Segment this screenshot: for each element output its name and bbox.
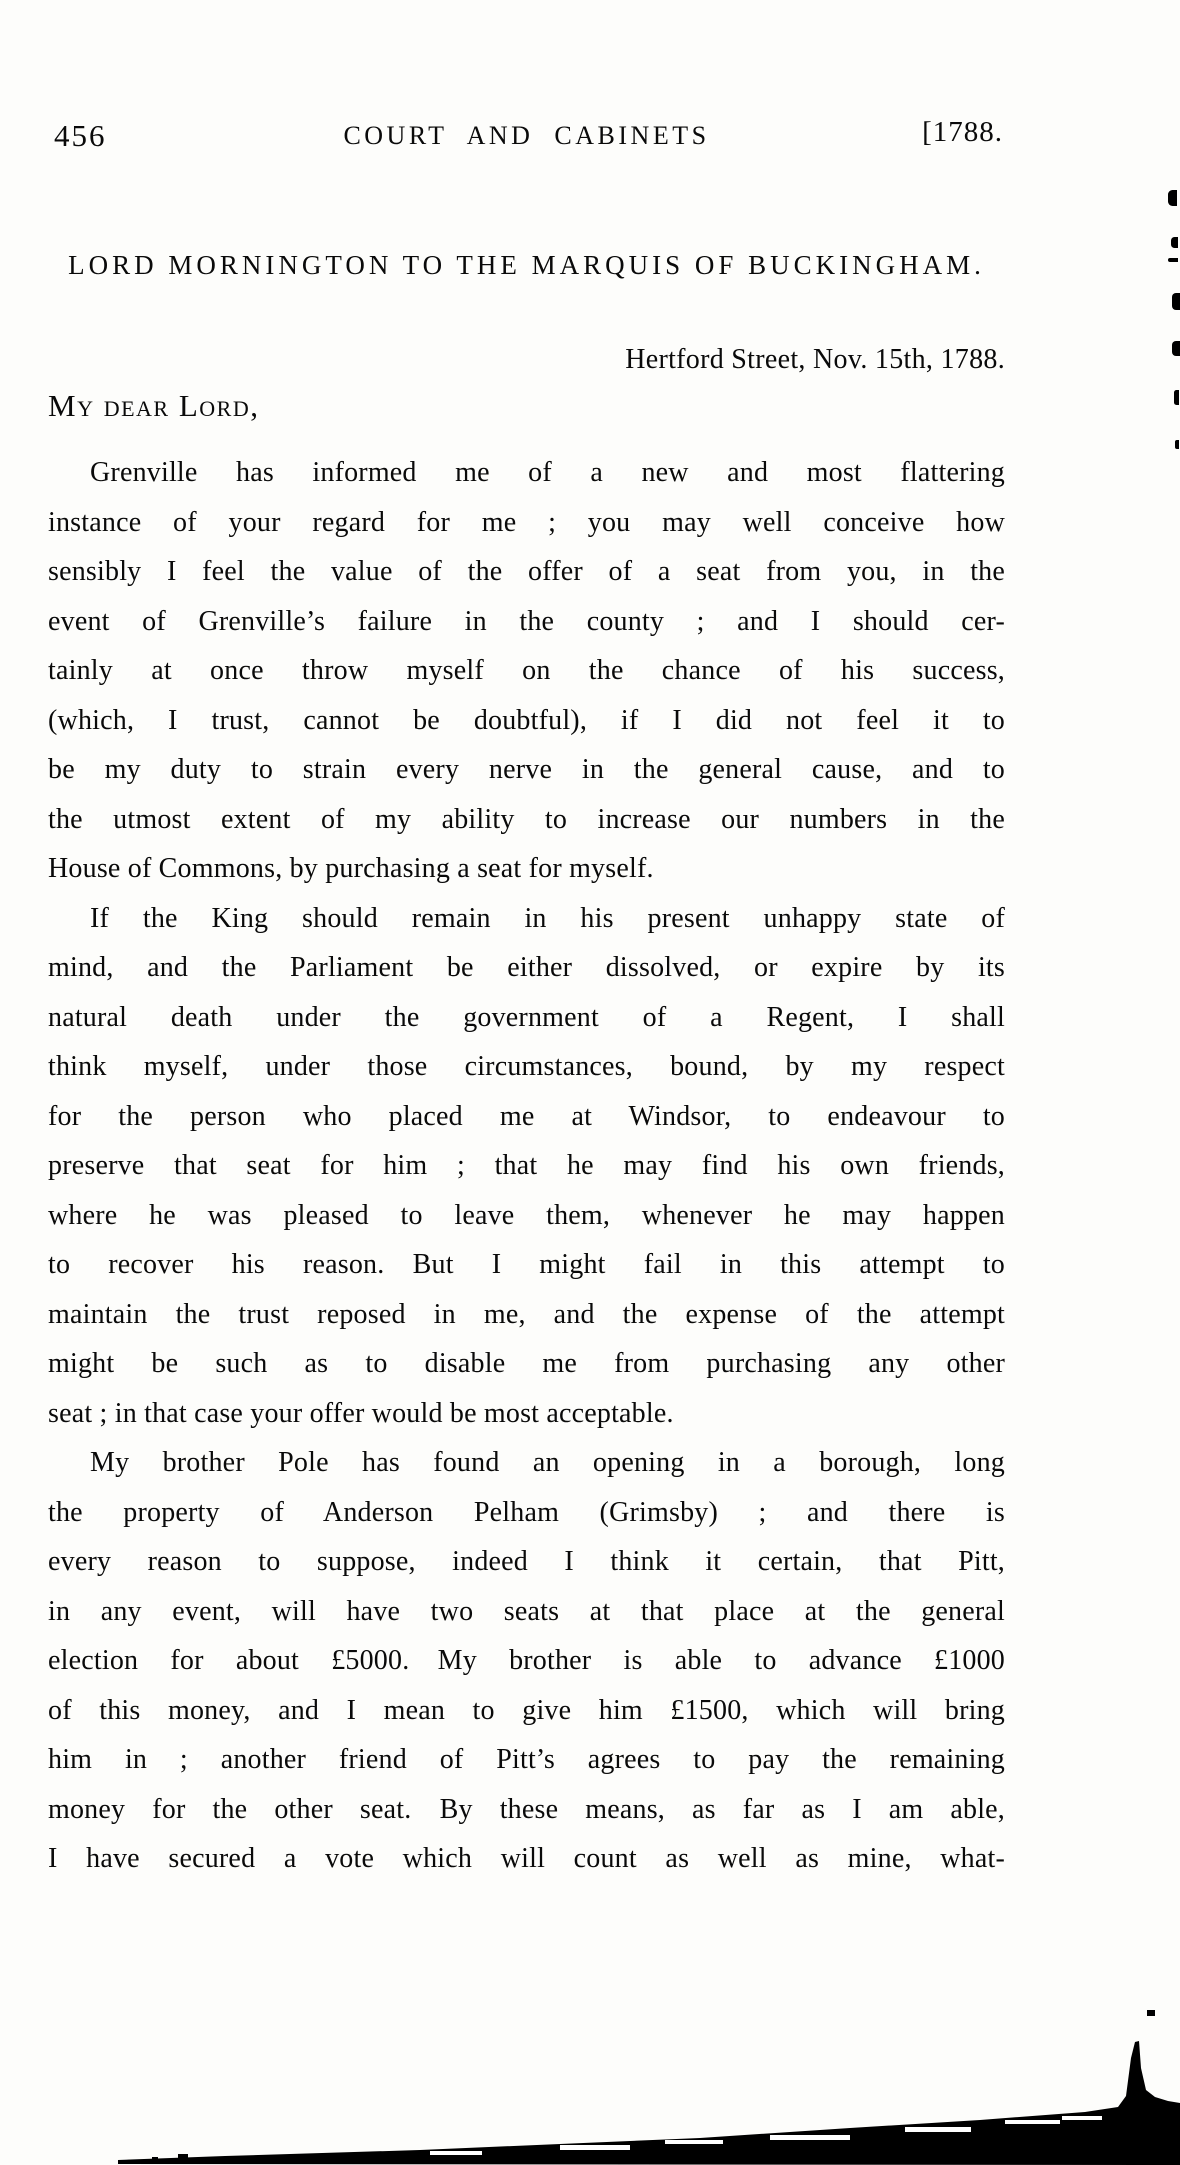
letter-body-line: preserve that seat for him ; that he may find his own friends, xyxy=(48,1150,1005,1181)
letter-body-line: to recover his reason. But I might fail in this attempt to xyxy=(48,1249,1005,1280)
scan-white-fleck xyxy=(1005,2120,1060,2124)
letter-body-line: in any event, will have two seats at that place at the general xyxy=(48,1595,1005,1627)
letter-body-line: maintain the trust reposed in me, and the expense of the attempt xyxy=(48,1298,1005,1330)
letter-body-line: House of Commons, by purchasing a seat for myself. xyxy=(48,853,654,884)
page-edge-ink-mark xyxy=(1171,237,1178,248)
scan-white-fleck xyxy=(560,2145,630,2150)
scan-black-speck xyxy=(152,2157,158,2160)
letter-body-line: mind, and the Parliament be either dissolved, or expire by its xyxy=(48,952,1005,983)
letter-body xyxy=(48,448,1005,1884)
scan-gutter-shadow xyxy=(118,2041,1180,2165)
letter-body-line: the utmost extent of my ability to increase our numbers in the xyxy=(48,803,1005,835)
letter-body-line: of this money, and I mean to give him £1500, which will bring xyxy=(48,1694,1005,1726)
scan-black-speck xyxy=(1147,2010,1155,2016)
letter-heading: LORD MORNINGTON TO THE MARQUIS OF BUCKINGHAM. xyxy=(68,250,985,280)
letter-body-line: election for about £5000. My brother is able to advance £1000 xyxy=(48,1645,1005,1676)
scan-white-fleck xyxy=(1062,2116,1102,2120)
page-edge-ink-mark xyxy=(1172,341,1180,356)
letter-body-line: Grenville has informed me of a new and most flattering xyxy=(90,457,1005,488)
scan-white-fleck xyxy=(665,2140,723,2144)
letter-body-line: might be such as to disable me from purchasing any other xyxy=(48,1348,1005,1379)
letter-salutation: My dear Lord, xyxy=(48,388,260,423)
header-year: [1788. xyxy=(922,116,1003,148)
letter-body-line: the property of Anderson Pelham (Grimsby) ; and there is xyxy=(48,1496,1005,1528)
letter-body-line: where he was pleased to leave them, whenever he may happen xyxy=(48,1199,1005,1231)
scan-black-specks xyxy=(152,2010,1155,2160)
page-number: 456 xyxy=(54,118,107,153)
running-title: COURT AND CABINETS xyxy=(343,121,710,150)
letter-dateline: Hertford Street, Nov. 15th, 1788. xyxy=(625,344,1005,375)
letter-body-line: be my duty to strain every nerve in the general cause, and to xyxy=(48,754,1005,785)
page-edge-ink-mark xyxy=(1168,258,1178,262)
letter-body-line: money for the other seat. By these means, as far as I am able, xyxy=(48,1793,1005,1825)
letter-body-line: (which, I trust, cannot be doubtful), if I did not feel it to xyxy=(48,704,1005,736)
page-edge-ink-mark xyxy=(1172,293,1180,310)
letter-body-line: for the person who placed me at Windsor, to endeavour to xyxy=(48,1100,1005,1132)
letter-body-line: sensibly I feel the value of the offer of a seat from you, in the xyxy=(48,556,1005,587)
letter-body-line: If the King should remain in his present unhappy state of xyxy=(90,902,1005,934)
letter-body-line: think myself, under those circumstances, bound, by my respect xyxy=(48,1051,1005,1082)
page-edge-ink-mark xyxy=(1168,190,1177,206)
scan-black-speck xyxy=(178,2154,188,2158)
letter-body-line: tainly at once throw myself on the chance of his success, xyxy=(48,655,1005,686)
letter-body-line: seat ; in that case your offer would be most acceptable. xyxy=(48,1397,674,1429)
scan-white-fleck xyxy=(905,2127,971,2132)
page-edge-ink-mark xyxy=(1175,440,1179,449)
letter-body-line: event of Grenville’s failure in the county ; and I should cer- xyxy=(48,605,1005,637)
letter-body-line: instance of your regard for me ; you may well conceive how xyxy=(48,506,1005,538)
scan-white-fleck xyxy=(430,2151,482,2155)
letter-body-line: My brother Pole has found an opening in a borough, long xyxy=(90,1447,1005,1478)
letter-body-line: him in ; another friend of Pitt’s agrees to pay the remaining xyxy=(48,1744,1005,1775)
letter-body-line: natural death under the government of a Regent, I shall xyxy=(48,1001,1005,1033)
page-header xyxy=(48,116,1005,166)
letter-body-line: every reason to suppose, indeed I think it certain, that Pitt, xyxy=(48,1546,1005,1577)
scan-black-speck xyxy=(198,2157,210,2160)
scan-white-fleck xyxy=(770,2135,850,2140)
scan-white-flecks xyxy=(430,2116,1102,2155)
page-edge-ink-mark xyxy=(1174,390,1179,405)
letter-body-line: I have secured a vote which will count as well as mine, what- xyxy=(48,1843,1005,1874)
